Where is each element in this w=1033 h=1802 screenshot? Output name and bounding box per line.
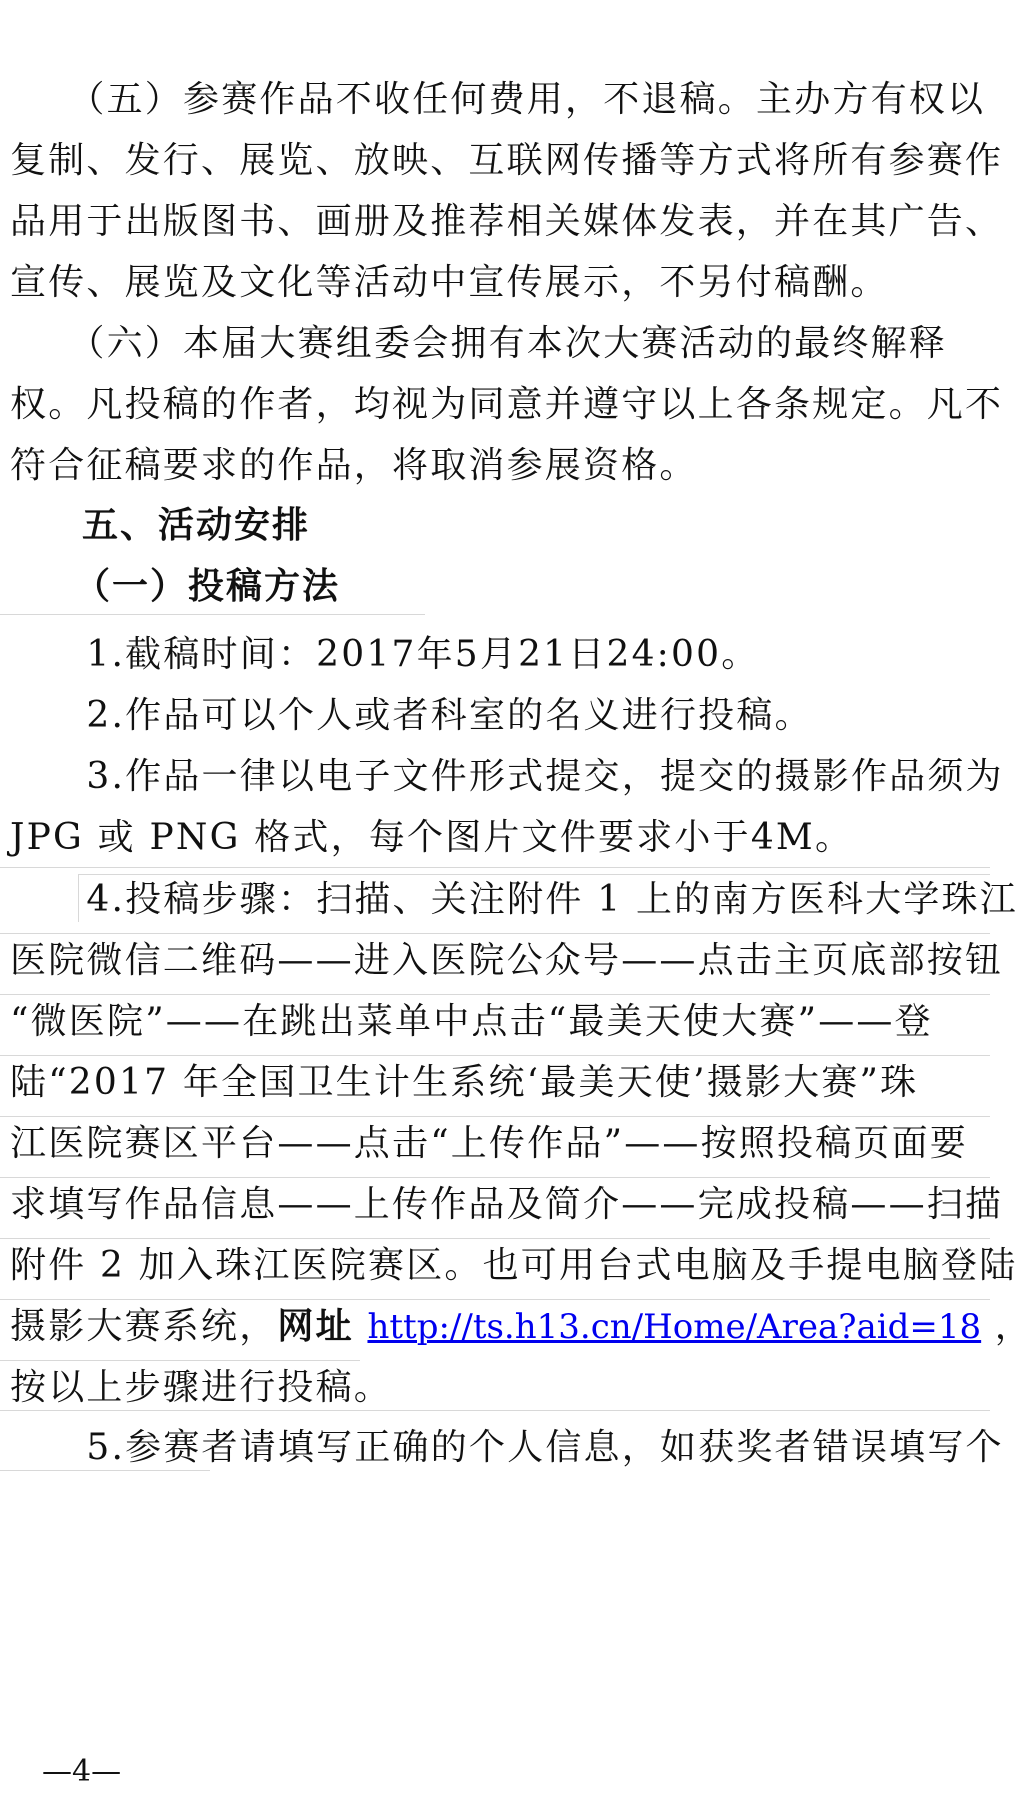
url-label: 网址 (277, 1306, 354, 1347)
section-heading: 五、活动安排 (82, 505, 311, 546)
divider (0, 1238, 990, 1239)
page-number: —4— (42, 1754, 122, 1789)
item-3-line-2: JPG 或 PNG 格式，每个图片文件要求小于4M。 (10, 817, 854, 858)
url-suffix: ， (981, 1306, 1033, 1347)
item-4-line-8-prefix: 摄影大赛系统， (10, 1306, 278, 1347)
item-4-line-1: 4.投稿步骤：扫描、关注附件 1 上的南方医科大学珠江 (10, 879, 1018, 920)
item-4-line-6: 求填写作品信息——上传作品及简介——完成投稿——扫描 (10, 1184, 1004, 1225)
para-6-line-2: 权。凡投稿的作者，均视为同意并遵守以上各条规定。凡不 (10, 384, 1004, 425)
subsection-heading: （一）投稿方法 (74, 566, 341, 607)
item-4-line-5: 江医院赛区平台——点击“上传作品”——按照投稿页面要 (10, 1123, 969, 1164)
para-6-line-1: （六）本届大赛组委会拥有本次大赛活动的最终解释 (10, 323, 948, 364)
item-4-line-4: 陆“2017 年全国卫生计生系统‘最美天使’摄影大赛”珠 (10, 1062, 919, 1103)
divider (0, 867, 990, 868)
divider (0, 1055, 990, 1056)
item-3-line-1: 3.作品一律以电子文件形式提交，提交的摄影作品须为 (10, 756, 1004, 797)
item-4-line-3: “微医院”——在跳出菜单中点击“最美天使大赛”——登 (10, 1001, 933, 1042)
divider (0, 614, 425, 615)
item-4-line-2: 医院微信二维码——进入医院公众号——点击主页底部按钮 (10, 940, 1004, 981)
divider (0, 994, 990, 995)
para-5-line-2: 复制、发行、展览、放映、互联网传播等方式将所有参赛作 (10, 140, 1004, 181)
para-6-line-3: 符合征稿要求的作品，将取消参展资格。 (10, 445, 698, 486)
contest-url-link[interactable]: http://ts.h13.cn/Home/Area?aid=18 (367, 1307, 982, 1347)
divider (0, 1360, 360, 1361)
item-5: 5.参赛者请填写正确的个人信息，如获奖者错误填写个 (10, 1427, 1004, 1468)
item-2: 2.作品可以个人或者科室的名义进行投稿。 (10, 695, 813, 736)
para-5-line-3: 品用于出版图书、画册及推荐相关媒体发表，并在其广告、 (10, 201, 1004, 242)
item-4-line-9: 按以上步骤进行投稿。 (10, 1367, 393, 1408)
divider (0, 1116, 990, 1117)
divider (0, 1299, 990, 1300)
para-5-line-1: （五）参赛作品不收任何费用，不退稿。主办方有权以 (10, 79, 986, 120)
item-4-line-8 (10, 1303, 1033, 1351)
item-1: 1.截稿时间：2017年5月21日24:00。 (10, 634, 760, 675)
para-5-line-4: 宣传、展览及文化等活动中宣传展示，不另付稿酬。 (10, 262, 889, 303)
item-4-line-7: 附件 2 加入珠江医院赛区。也可用台式电脑及手提电脑登陆 (10, 1245, 1018, 1286)
divider (0, 1177, 990, 1178)
divider (0, 933, 990, 934)
divider (78, 874, 990, 875)
